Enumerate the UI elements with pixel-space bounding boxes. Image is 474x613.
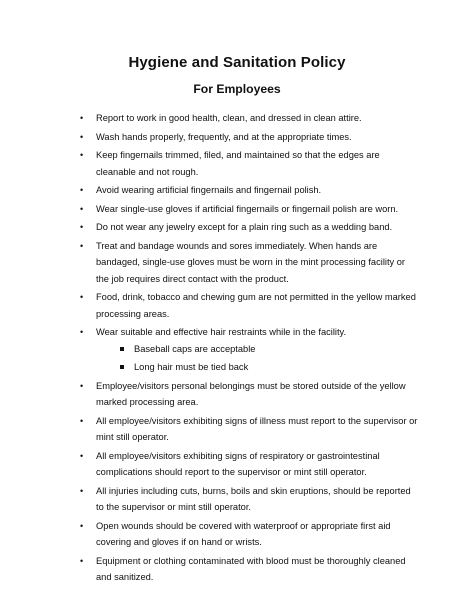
bullet-icon: • <box>80 380 84 391</box>
policy-item-text: Wash hands properly, frequently, and at the appropriate times. <box>96 131 352 142</box>
bullet-icon: • <box>80 450 84 461</box>
policy-item <box>80 201 420 218</box>
policy-item-text: Do not wear any jewelry except for a plain ring such as a wedding band. <box>96 222 393 232</box>
bullet-icon: • <box>80 240 84 251</box>
policy-item-text: All employee/visitors exhibiting signs of respiratory or gastrointestinal complications should report to the supervisor or mint still operator. <box>96 450 380 477</box>
policy-list <box>80 110 420 588</box>
bullet-icon: • <box>80 415 84 426</box>
bullet-icon: • <box>80 485 84 496</box>
bullet-icon: • <box>80 203 84 214</box>
page-subtitle: For Employees <box>193 82 281 96</box>
policy-item-text: Keep fingernails trimmed, filed, and maintained so that the edges are cleanable and not rough. <box>96 150 380 177</box>
policy-item <box>80 448 420 481</box>
page-title: Hygiene and Sanitation Policy <box>128 54 346 71</box>
policy-item <box>80 553 420 586</box>
policy-item <box>80 378 420 411</box>
policy-item <box>80 110 420 127</box>
bullet-icon: • <box>80 555 84 566</box>
bullet-icon: • <box>80 185 84 195</box>
policy-item-text: Avoid wearing artificial fingernails and fingernail polish. <box>96 185 322 195</box>
policy-item-text: Treat and bandage wounds and sores immediately. When hands are bandaged, single-use gloves must be worn in the mint processing facility or the job requires direct contact with the product. <box>96 240 406 284</box>
policy-item <box>80 129 420 146</box>
policy-subitem <box>96 359 420 376</box>
policy-item-text: Wear single-use gloves if artificial fingernails or fingernail polish are worn. <box>96 203 399 214</box>
policy-subitem-text: Baseball caps are acceptable <box>134 343 256 354</box>
policy-sublist <box>96 341 420 376</box>
bullet-icon: • <box>80 327 84 337</box>
policy-subitem-text: Long hair must be tied back <box>134 362 249 372</box>
policy-item-text: Report to work in good health, clean, and dressed in clean attire. <box>96 113 362 123</box>
policy-item <box>80 182 420 199</box>
policy-item-text: Equipment or clothing contaminated with blood must be thoroughly cleaned and sanitized. <box>96 555 406 582</box>
bullet-icon: • <box>80 131 84 142</box>
policy-item-text: Open wounds should be covered with waterproof or appropriate first aid covering and gloves if on hand or wrists. <box>96 520 391 547</box>
square-bullet-icon <box>120 347 124 351</box>
policy-item-text: Employee/visitors personal belongings must be stored outside of the yellow marked processing area. <box>96 380 406 407</box>
policy-item <box>80 289 420 322</box>
policy-item <box>80 324 420 376</box>
policy-item-text: Food, drink, tobacco and chewing gum are not permitted in the yellow marked processing areas. <box>96 292 416 319</box>
policy-item-text: All injuries including cuts, burns, boils and skin eruptions, should be reported to the supervisor or mint still operator. <box>96 485 411 512</box>
bullet-icon: • <box>80 520 84 531</box>
policy-subitem <box>96 341 420 358</box>
policy-item <box>80 518 420 551</box>
bullet-icon: • <box>80 113 84 123</box>
policy-item <box>80 238 420 288</box>
policy-item <box>80 219 420 236</box>
bullet-icon: • <box>80 292 84 302</box>
square-bullet-icon <box>120 365 124 369</box>
policy-item <box>80 413 420 446</box>
policy-item <box>80 483 420 516</box>
policy-item-text: All employee/visitors exhibiting signs of illness must report to the supervisor or mint still operator. <box>96 415 418 442</box>
bullet-icon: • <box>80 222 84 232</box>
policy-item <box>80 147 420 180</box>
bullet-icon: • <box>80 150 84 160</box>
policy-item-text: Wear suitable and effective hair restraints while in the facility. <box>96 327 347 337</box>
